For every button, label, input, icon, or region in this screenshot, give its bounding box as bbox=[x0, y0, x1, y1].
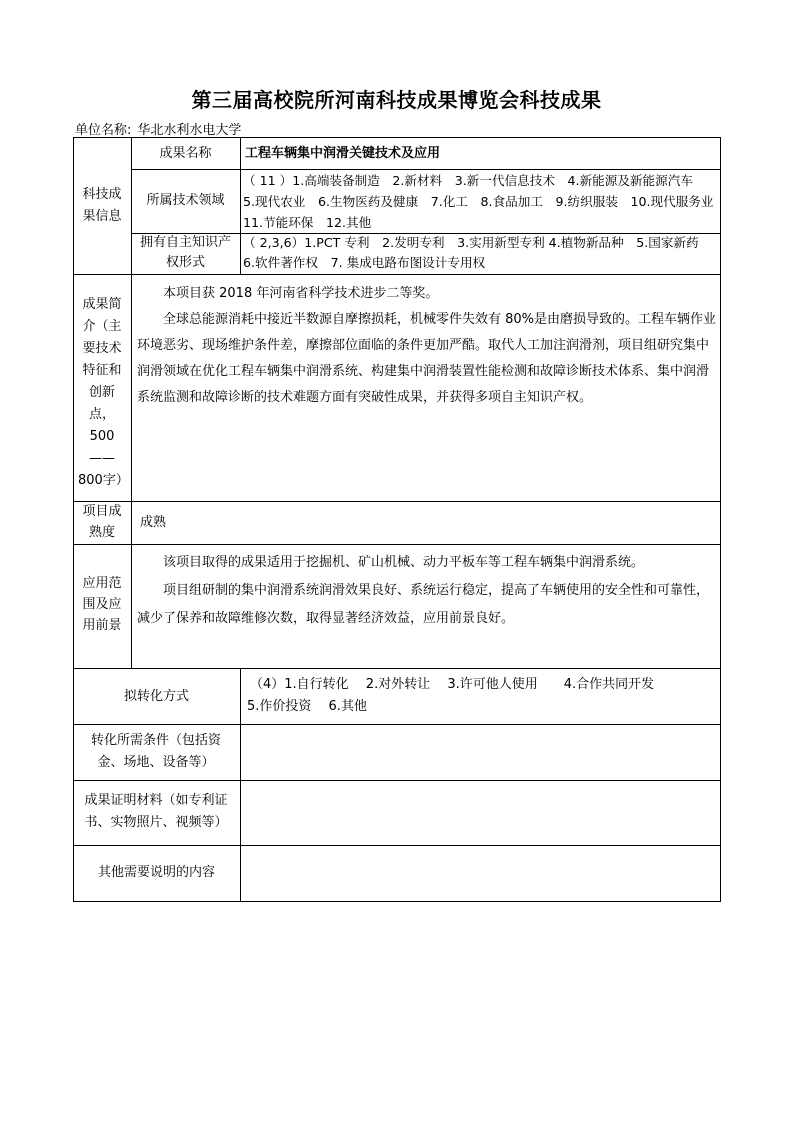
transfer-line-2: 5.作价投资 6.其他 bbox=[247, 699, 367, 714]
summary-paragraph-2: 全球总能源消耗中接近半数源自摩擦损耗，机械零件失效有 80%是由磨损导致的。工程车辆作业环境恶劣、现场维护条件差，摩擦部位面临的条件更加严酷。取代人工加注润滑剂，项目组研究集中润滑领域在优化工程车辆集中润滑系统、构建集中润滑装置性能检测和故障诊断技术体系、集中润滑系统监测和故障诊断的技术难题方面有突破性成果，并获得多项自主知识产权。 bbox=[137, 312, 717, 405]
maturity-value: 成熟 bbox=[140, 515, 167, 530]
maturity-label: 项目成熟度 bbox=[82, 504, 122, 540]
ip-label: 拥有自主知识产权形式 bbox=[139, 235, 231, 270]
name-value: 工程车辆集中润滑关键技术及应用 bbox=[245, 146, 441, 161]
unit-value: 华北水利水电大学 bbox=[137, 123, 242, 138]
name-label: 成果名称 bbox=[159, 146, 212, 161]
summary-content bbox=[137, 281, 717, 411]
application-content bbox=[137, 549, 717, 633]
ip-value: （ 2,3,6）1.PCT 专利 2.发明专利 3.实用新型专利 4.植物新品种 5.国家新药 6.软件著作权 7. 集成电路布图设计专用权 bbox=[243, 235, 712, 270]
conditions-label: 转化所需条件（包括资金、场地、设备等） bbox=[90, 733, 221, 770]
transfer-line-1: （4）1.自行转化 2.对外转让 3.许可他人使用 4.合作共同开发 bbox=[250, 677, 655, 692]
application-paragraph-2: 项目组研制的集中润滑系统润滑效果良好、系统运行稳定，提高了车辆使用的安全性和可靠性，减少了保养和故障维修次数，取得显著经济效益，应用前景良好。 bbox=[137, 583, 710, 626]
application-label: 应用范围及应用前景 bbox=[82, 576, 122, 633]
field-label: 所属技术领域 bbox=[146, 193, 225, 208]
field-value: （ 11 ）1.高端装备制造 2.新材料 3.新一代信息技术 4.新能源及新能源汽车 5.现代农业 6.生物医药及健康 7.化工 8.食品加工 9.纺织服装 10.现代服务业 11.节能环保 12.其他 bbox=[243, 173, 727, 230]
info-section-label: 科技成果信息 bbox=[82, 187, 122, 224]
page-title: 第三届高校院所河南科技成果博览会科技成果 bbox=[191, 88, 602, 112]
other-label: 其他需要说明的内容 bbox=[97, 865, 215, 880]
unit-line bbox=[75, 119, 241, 138]
application-paragraph-1: 该项目取得的成果适用于挖掘机、矿山机械、动力平板车等工程车辆集中润滑系统。 bbox=[163, 555, 645, 570]
proof-label: 成果证明材料（如专利证书、实物照片、视频等） bbox=[84, 793, 228, 830]
summary-paragraph-1: 本项目获 2018 年河南省科学技术进步二等奖。 bbox=[163, 286, 439, 301]
unit-label: 单位名称: bbox=[75, 123, 132, 138]
summary-label: 成果简介（主要技术特征和创新点，500——800字） bbox=[78, 297, 129, 488]
transfer-label: 拟转化方式 bbox=[123, 689, 189, 704]
